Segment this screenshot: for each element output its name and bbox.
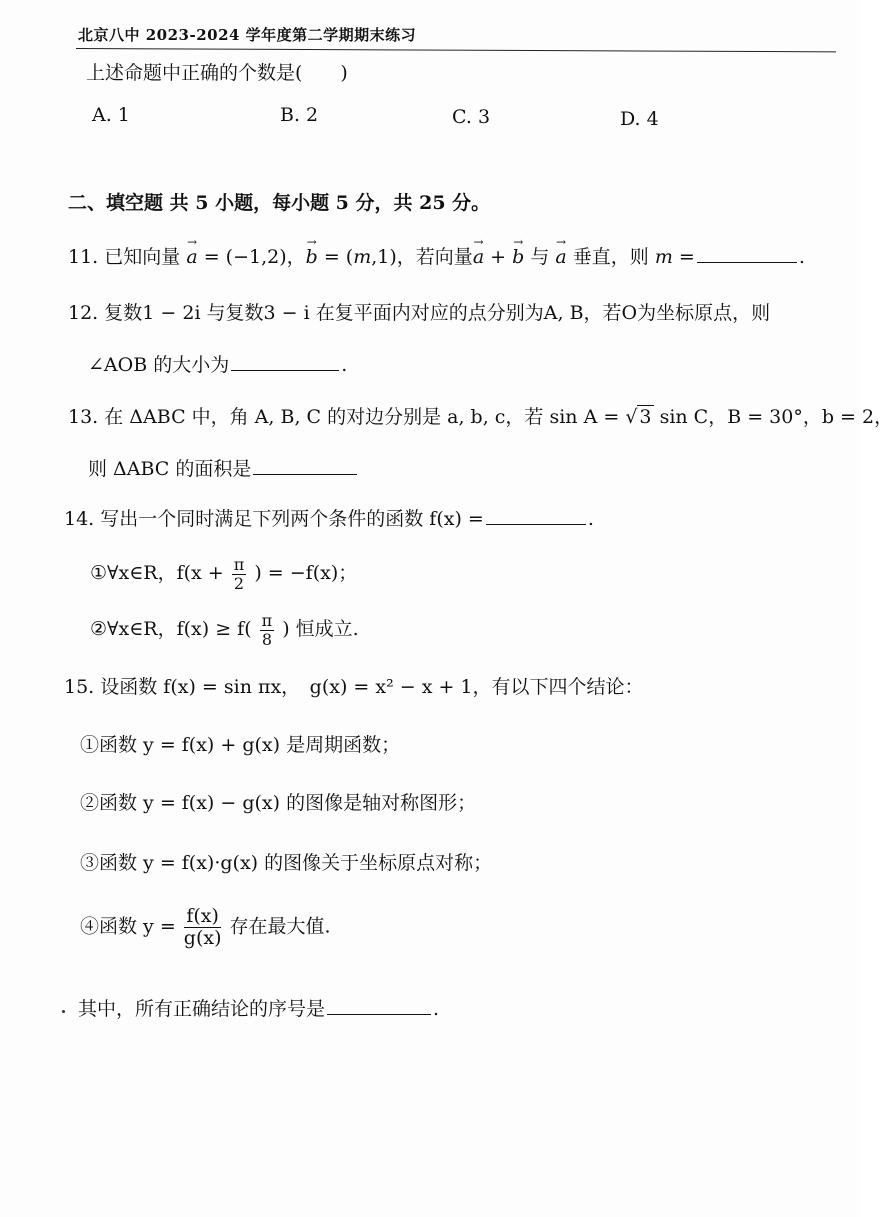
q15-conclusion-1: ①函数 y = f(x) + g(x) 是周期函数； — [80, 734, 401, 756]
q14-end: . — [587, 508, 594, 530]
q15-conclusion-text: 其中，所有正确结论的序号是 — [78, 998, 326, 1020]
q15-c4-a: ④函数 y = — [80, 915, 176, 938]
q14-cond2-a: ②∀x∈R，f(x) ≥ f( — [90, 618, 252, 641]
q14-stem: 写出一个同时满足下列两个条件的函数 f(x) = — [100, 508, 484, 530]
q11-text-a: 已知向量 — [104, 246, 181, 268]
q15-conclusion-4 — [80, 906, 331, 949]
sqrt-symbol: √ 3 — [625, 406, 652, 428]
question-14 — [64, 506, 594, 531]
q11-text-b: ，若向量 — [396, 246, 473, 268]
q13-number: 13. — [68, 406, 99, 428]
q14-cond2-b: ) 恒成立. — [282, 618, 359, 641]
vector-b: → b — [512, 246, 524, 269]
q13-line2: 则 ΔABC 的面积是 — [88, 458, 252, 480]
q12-line1: 复数1 − 2i 与复数3 − i 在复平面内对应的点分别为A, B，若O为坐标原点，则 — [104, 302, 771, 324]
q13-answer-blank[interactable] — [253, 456, 357, 475]
fraction-pi-over-8: $\frac{\pi}{8}$ — [261, 611, 273, 649]
q14-cond1-a: ①∀x∈R，f(x + — [90, 562, 224, 585]
q14-condition-2 — [90, 612, 359, 648]
q12-line2: ∠AOB 的大小为 — [88, 354, 230, 376]
q11-text-c: 与 — [530, 246, 550, 268]
q15-c4-b: 存在最大值. — [229, 915, 331, 938]
q11-answer-blank[interactable] — [697, 244, 797, 263]
q11-text-d: 垂直，则 — [572, 246, 649, 268]
page-header: 北京八中 2023-2024 学年度第二学期期末练习 — [78, 26, 417, 44]
q10-option-b: B. 2 — [280, 104, 319, 126]
q15-number: 15. — [64, 676, 95, 698]
q12-answer-blank[interactable] — [231, 352, 339, 371]
vector-a: → a — [186, 246, 197, 269]
q15-conclusion-3: ③函数 y = f(x)·g(x) 的图像关于坐标原点对称； — [80, 852, 493, 874]
q10-stem: 上述命题中正确的个数是( ) — [86, 62, 348, 84]
q11-number: 11. — [68, 246, 99, 268]
q15-answer-blank[interactable] — [327, 996, 431, 1015]
section-title: 二、填空题 共 5 小题，每小题 5 分，共 25 分。 — [68, 192, 491, 214]
fraction-f-over-g: $\frac{f(x)}{g(x)}$ — [183, 905, 222, 949]
q12-end: . — [341, 354, 348, 376]
stray-dot — [62, 1010, 65, 1013]
q15-stem: 设函数 f(x) = sin πx， g(x) = x² − x + 1，有以下四个结论： — [100, 676, 644, 698]
vector-a: → a — [473, 246, 484, 269]
q15-end: . — [433, 998, 440, 1020]
q10-option-d: D. 4 — [620, 108, 659, 130]
question-13-line1 — [68, 406, 893, 429]
vector-a: → a — [555, 246, 566, 269]
q13-line1-c: sin C，B = 30°，b = 2， — [659, 406, 893, 428]
q11-end: . — [798, 246, 805, 268]
question-12-line1 — [68, 302, 770, 325]
q14-number: 14. — [64, 508, 95, 530]
question-11: 11. 已知向量 → a = (−1,2)，→ b = (m,1)，若向量→ a + → b 与 → a 垂直，则 m = . — [68, 244, 805, 269]
header-rule — [76, 48, 836, 52]
q15-conclusion-2: ②函数 y = f(x) − g(x) 的图像是轴对称图形； — [80, 792, 477, 814]
q14-condition-1 — [90, 556, 357, 592]
q14-cond1-b: ) = −f(x)； — [254, 562, 358, 585]
q15-final — [78, 996, 439, 1021]
fraction-pi-over-2: $\frac{\pi}{2}$ — [233, 555, 245, 593]
q12-number: 12. — [68, 302, 99, 324]
question-12-line2 — [88, 352, 347, 377]
question-15 — [64, 676, 644, 699]
q14-answer-blank[interactable] — [486, 506, 586, 525]
q10-option-a: A. 1 — [92, 104, 130, 126]
q10-option-c: C. 3 — [452, 106, 491, 128]
question-13-line2 — [88, 456, 359, 481]
vector-b: → b — [306, 246, 318, 269]
q13-line1-a: 在 ΔABC 中，角 A, B, C 的对边分别是 a, b, c，若 sin A = — [104, 406, 620, 428]
